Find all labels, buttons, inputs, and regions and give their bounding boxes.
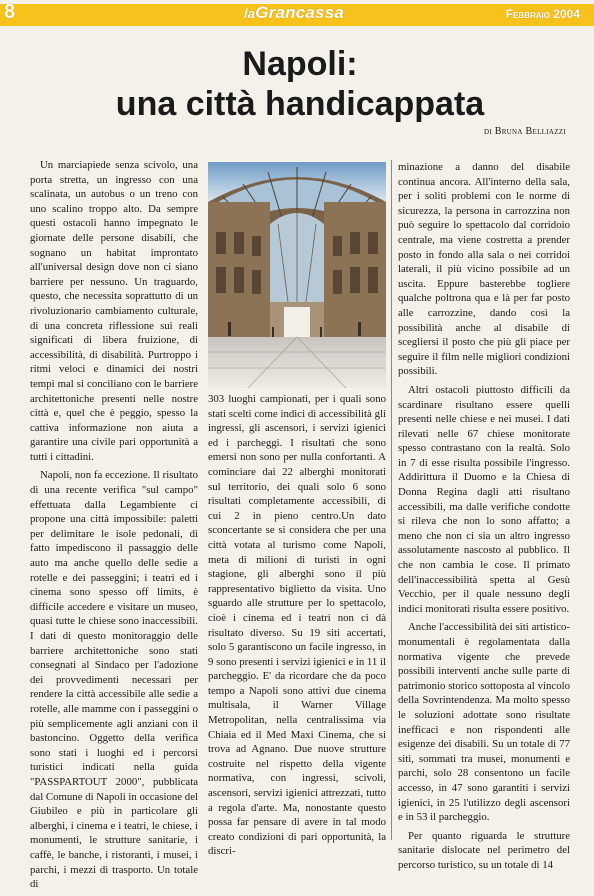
paragraph: Altri ostacoli piuttosto difficili da scardinare risultano essere quelli presenti nelle chiese e nei musei. I dati rilevati nelle 67 chiese monitorate spesso contrastano con la realtà. Solo in 7 di esse risulta possibile l'ingresso. Addirittura il Duomo e la Chiesa di Donna Regina dagli atti risultano accessibili, ma dalle verifiche condotte si rileva che non lo sono affatto; a meno che non ci sia un altro ingresso assolutamente nascosto al pubblico. Il che non cambia le cose. Il primato dell'inaccessibilità spetta al Gesù Vecchio, per il quale nessuno degli indici monitorati risulta essere positivo. xyxy=(398,383,570,615)
paragraph: 303 luoghi campionati, per i quali sono stati scelti come indici di accessibilità gli ingressi, gli ascensori, i servizi igienici ed i parcheggi. I risultati che sono emersi non sono per nulla confortanti. A cominciare dai 22 alberghi monitorati sul territorio, dei quali solo 6 sono risultati completamente accessibili, di cui 2 in pieno centro.Un dato sconcertante se si considera che per una città votata al turismo come Napoli, meta di milioni di turisti in ogni stagione, gli alberghi sono il più rappresentativo biglietto da visita. Uno sguardo alle strutture per lo spettacolo, cioè i cinema ed i teatri non ci dà risultato diverso. Su 19 siti accertati, solo 5 garantiscono un facile ingresso, in 9 sono presenti i servizi igienici e in 11 il parcheggio. E' da ricordare che da poco tempo a Napoli sono attivi due cinema multisala, il Warner Village Metropolitan, nella centralissima via Chiaia ed il Med Maxi Cinema, che si trova ad Agnano. Due nuove strutture costruite nel rispetto della vigente normativa, con ingressi, scivoli, ascensori, servizi igienici attrezzati, tutto a regola d'arte. Ma, nonostante questo possa far pensare di avere in tal modo creato condizioni di pari opportunità, la discri- xyxy=(208,393,387,858)
byline: di Bruna Belliazzi xyxy=(483,126,566,137)
paragraph: Un marciapiede senza scivolo, una porta stretta, un ingresso con una scalinata, un autobus o un treno con uno scalino troppo alto. Da sempre questi ostacoli hanno impegnato le giornate delle persone disabili, che sognano un habitat improntato all'universal design dove non ci siano barriere per nessuno. Un traguardo, questo, che necessita soprattutto di un rivoluzionario cambiamento culturale, di una concreta riflessione sui reali significati di libera fruizione, di accessibilità, di disabilità. Purtroppo i ritmi veloci e dinamici dei nostri tempi mal si conciliano con le barriere architettoniche presenti nelle nostre città e, quel che è peggio, spesso la cattiva informazione non aiuta a garantire una civile pari opportunità a tutti i cittadini. xyxy=(30,159,198,463)
galleria-umberto-photo xyxy=(208,162,386,388)
title-line-2: una città handicappata xyxy=(115,85,485,123)
column-3 xyxy=(398,160,570,877)
paragraph: Napoli, non fa eccezione. Il risultato di una recente verifica "sul campo" effettuata dalla Legambiente ci propone una città impossibile: paletti per delimitare le isole pedonali, di fatto impediscono il passaggio delle auto ma anche quello delle sedie a rotelle e dei passeggini; i teatri ed i cinema sono spesso off limits, è difficile accedere e visitare un museo, quasi tutte le chiese sono inaccessibili. I dati di questo monitoraggio delle barriere architettoniche sono stati consegnati al Sindaco per l'adozione dei provvedimenti necessari per rendere la città accessibile alle sedie a rotelle, alle mamme con i passeggini o più semplicemente agli anziani con il bastoncino. Oggetto della verifica sono stati i luoghi ed i percorsi turistici indicati nella guida "PASSPARTOUT 2000", pubblicata dal Comune di Napoli in occasione del Giubileo e più in particolare gli alberghi, i cinema e i teatri, le chiese, i monumenti, le strutture sanitarie, i caffè, le banche, i ristoranti, i musei, i parchi, i mezzi di trasporto. Un totale di xyxy=(30,469,198,891)
paragraph: Per quanto riguarda le strutture sanitarie dislocate nel perimetro del percorso turistico, su un totale di 14 xyxy=(398,829,570,871)
column-2 xyxy=(208,392,386,863)
article-title xyxy=(60,44,540,124)
paragraph: Anche l'accessibilità dei siti artistico-monumentali è regolamentata dalla normativa vigente che prevede possibili interventi anche sulle parte di patrimonio storico sottoposta al vincolo della Sovrintendenza. Ma molto spesso le soluzioni adottate sono risultate inefficaci e non rispondenti alle esigenze dei disabili. Su un totale di 77 siti, sommati tra musei, monumenti e parchi, solo 28 consentono un facile accesso, in 47 sono garantiti i servizi igienici, in 25 l'utilizzo degli ascensori e in 53 il parcheggio. xyxy=(398,621,570,824)
masthead-name: Grancassa xyxy=(255,3,345,22)
masthead xyxy=(244,3,344,23)
masthead-prefix: la xyxy=(244,6,256,21)
page-number: 8 xyxy=(4,1,16,23)
column-divider xyxy=(391,160,392,840)
page-header xyxy=(0,0,594,28)
paragraph: minazione a danno del disabile continua ancora. All'interno della sala, per i soliti problemi con le norme di sicurezza, la persona in carrozzina non può seguire lo spettacolo dal corridoio centrale, ma viene costretta a prender posto in fondo alla sala o nei corridoi laterali, il più vicino possibile ad un uscita. Eppure basterebbe togliere qualche poltrona qua e là per far posto alle carrozzine, dando così la possibilità anche al disabile di scegliersi il posto che più gli piace per seguire il film nelle migliori condizioni possibili. xyxy=(398,161,570,378)
title-line-1: Napoli: xyxy=(242,45,358,83)
column-1 xyxy=(30,158,198,896)
issue-date: Febbraio 2004 xyxy=(505,7,580,21)
